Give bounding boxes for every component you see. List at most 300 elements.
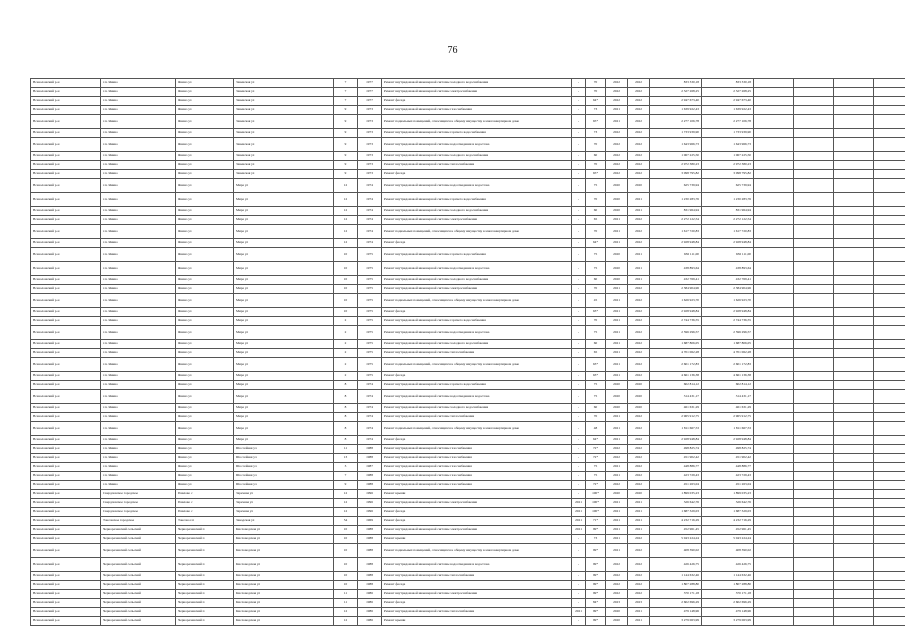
cell-street: Мира ул bbox=[234, 381, 334, 390]
cell-col8: - bbox=[572, 422, 586, 436]
cell-start-year: 2022 bbox=[606, 161, 628, 170]
cell-col9: 75 bbox=[586, 390, 606, 404]
cell-empty bbox=[874, 79, 905, 88]
cell-empty bbox=[834, 207, 874, 216]
cell-work: Ремонт внутридомовой инженерной системы холодного водоснабжения bbox=[382, 79, 572, 88]
cell-house: 12 bbox=[334, 239, 358, 248]
cell-col9: 60 bbox=[586, 207, 606, 216]
cell-cost: 1 617 720,83 bbox=[650, 225, 702, 239]
cell-col8: - bbox=[572, 358, 586, 372]
cell-street: Заневская ул bbox=[234, 106, 334, 115]
cell-empty bbox=[754, 544, 794, 558]
cell-empty bbox=[874, 422, 905, 436]
cell-empty bbox=[874, 499, 905, 508]
cell-start-year: 2022 bbox=[606, 590, 628, 599]
cell-locality: г.п. Янино bbox=[101, 106, 176, 115]
cell-end-year: 2021 bbox=[628, 517, 650, 526]
cell-locality: г.п. Янино bbox=[101, 436, 176, 445]
cell-empty bbox=[754, 558, 794, 572]
cell-year: 1974 bbox=[358, 193, 382, 207]
cell-district: Всеволожский р-н bbox=[31, 499, 101, 508]
cell-empty bbox=[834, 106, 874, 115]
cell-empty bbox=[794, 207, 834, 216]
cell-work: Ремонт внутридомовой инженерной системы холодного водоснабжения bbox=[382, 404, 572, 413]
cell-end-year: 2022 bbox=[628, 590, 650, 599]
cell-year: 1973 bbox=[358, 129, 382, 138]
cell-work: Ремонт внутридомовой инженерной системы электроснабжения bbox=[382, 88, 572, 97]
cell-work: Ремонт фасада bbox=[382, 308, 572, 317]
cell-empty bbox=[874, 248, 905, 262]
cell-locality: Свердловское городское bbox=[101, 490, 176, 499]
cell-end-year: 2022 bbox=[628, 115, 650, 129]
table-row bbox=[31, 535, 905, 544]
cell-end-year: 2022 bbox=[628, 422, 650, 436]
cell-col9: 75 bbox=[586, 326, 606, 340]
cell-street: Заневская ул bbox=[234, 79, 334, 88]
cell-work: Ремонт внутридомовой инженерной системы электроснабжения bbox=[382, 285, 572, 294]
cell-empty bbox=[834, 517, 874, 526]
cell-col9: 75 bbox=[586, 179, 606, 193]
cell-start-year: 2021 bbox=[606, 106, 628, 115]
table-row bbox=[31, 463, 905, 472]
cell-col8: - bbox=[572, 239, 586, 248]
cell-street: Мира ул bbox=[234, 404, 334, 413]
cell-street: Мира ул bbox=[234, 413, 334, 422]
cell-street: Заречная ул bbox=[234, 499, 334, 508]
cell-work: Ремонт внутридомовой инженерной системы водоотведения и водостока bbox=[382, 179, 572, 193]
cell-start-year: 2022 bbox=[606, 558, 628, 572]
cell-work: Ремонт внутридомовой инженерной системы водоотведения и водостока bbox=[382, 390, 572, 404]
cell-empty bbox=[834, 490, 874, 499]
cell-street-prefix: Янино ул bbox=[176, 216, 234, 225]
cell-empty bbox=[794, 581, 834, 590]
cell-empty bbox=[834, 285, 874, 294]
cell-start-year: 2021 bbox=[606, 372, 628, 381]
cell-street-prefix: Янино ул bbox=[176, 349, 234, 358]
cell-cost-total: 1 811 667,53 bbox=[702, 422, 754, 436]
cell-empty bbox=[834, 558, 874, 572]
cell-locality: г.п. Янино bbox=[101, 349, 176, 358]
cell-end-year: 2022 bbox=[628, 88, 650, 97]
cell-street: Мира ул bbox=[234, 422, 334, 436]
cell-district: Всеволожский р-н bbox=[31, 436, 101, 445]
cell-start-year: 2020 bbox=[606, 390, 628, 404]
cell-cost: 4 701 062,28 bbox=[650, 349, 702, 358]
cell-cost: 2 327 268,25 bbox=[650, 88, 702, 97]
cell-empty bbox=[874, 372, 905, 381]
cell-empty bbox=[754, 317, 794, 326]
cell-year: 1974 bbox=[358, 225, 382, 239]
table-row bbox=[31, 239, 905, 248]
table-row bbox=[31, 481, 905, 490]
cell-street: Заводская ул bbox=[234, 517, 334, 526]
cell-empty bbox=[794, 294, 834, 308]
cell-street-prefix: Янино ул bbox=[176, 276, 234, 285]
cell-street-prefix: Янино ул bbox=[176, 436, 234, 445]
cell-street: Кисловодская ул bbox=[234, 590, 334, 599]
cell-end-year: 2022 bbox=[628, 326, 650, 340]
cell-empty bbox=[834, 79, 874, 88]
cell-col8: - bbox=[572, 285, 586, 294]
cell-col9: 99* bbox=[586, 544, 606, 558]
cell-cost: 2 601 172,83 bbox=[650, 358, 702, 372]
cell-street-prefix: Янино ул bbox=[176, 88, 234, 97]
cell-end-year: 2021 bbox=[628, 248, 650, 262]
cell-street: Кисловодская ул bbox=[234, 599, 334, 608]
cell-empty bbox=[794, 276, 834, 285]
cell-cost: 625 739,94 bbox=[650, 179, 702, 193]
cell-district: Всеволожский р-н bbox=[31, 152, 101, 161]
cell-street: Мира ул bbox=[234, 225, 334, 239]
cell-house: 10 bbox=[334, 276, 358, 285]
cell-col9: 99* bbox=[586, 572, 606, 581]
cell-cost-total: 636 111,00 bbox=[702, 248, 754, 262]
cell-cost: 4 232 716,29 bbox=[650, 517, 702, 526]
cell-locality: г.п. Янино bbox=[101, 294, 176, 308]
cell-empty bbox=[794, 422, 834, 436]
cell-house: 10 bbox=[334, 248, 358, 262]
cell-year: 1973 bbox=[358, 170, 382, 179]
table-row bbox=[31, 454, 905, 463]
cell-street-prefix: Янино ул bbox=[176, 472, 234, 481]
cell-col8: - bbox=[572, 170, 586, 179]
cell-empty bbox=[874, 170, 905, 179]
cell-empty bbox=[754, 381, 794, 390]
cell-end-year: 2022 bbox=[628, 308, 650, 317]
cell-district: Всеволожский р-н bbox=[31, 285, 101, 294]
cell-house: 8 bbox=[334, 390, 358, 404]
cell-empty bbox=[754, 152, 794, 161]
cell-year: 1975 bbox=[358, 349, 382, 358]
cell-locality: г.п. Янино bbox=[101, 358, 176, 372]
cell-district: Всеволожский р-н bbox=[31, 248, 101, 262]
cell-start-year: 2023 bbox=[606, 599, 628, 608]
cell-col8: - bbox=[572, 340, 586, 349]
cell-empty bbox=[874, 517, 905, 526]
cell-cost-total: 1 144 632,46 bbox=[702, 572, 754, 581]
cell-empty bbox=[874, 526, 905, 535]
cell-empty bbox=[794, 599, 834, 608]
cell-empty bbox=[834, 294, 874, 308]
cell-cost: 2 384 904,96 bbox=[650, 285, 702, 294]
cell-locality: г.п. Янино bbox=[101, 381, 176, 390]
cell-empty bbox=[794, 193, 834, 207]
cell-start-year: 2021 bbox=[606, 508, 628, 517]
cell-locality: г.п. Янино bbox=[101, 161, 176, 170]
cell-street: Мира ул bbox=[234, 276, 334, 285]
cell-year: 1973 bbox=[358, 152, 382, 161]
cell-work: Ремонт крыши bbox=[382, 490, 572, 499]
cell-col8: 2021 bbox=[572, 517, 586, 526]
cell-street: Заневская ул bbox=[234, 152, 334, 161]
cell-start-year: 2022 bbox=[606, 152, 628, 161]
cell-empty bbox=[834, 445, 874, 454]
cell-house: 2 bbox=[334, 326, 358, 340]
table-row bbox=[31, 572, 905, 581]
cell-empty bbox=[794, 152, 834, 161]
cell-empty bbox=[754, 129, 794, 138]
cell-empty bbox=[874, 317, 905, 326]
cell-year: 1975 bbox=[358, 262, 382, 276]
cell-empty bbox=[874, 207, 905, 216]
cell-empty bbox=[754, 463, 794, 472]
cell-cost-total: 498 825,74 bbox=[702, 445, 754, 454]
cell-start-year: 2021 bbox=[606, 317, 628, 326]
cell-cost: 438 893,64 bbox=[650, 262, 702, 276]
cell-cost-total: 625 739,94 bbox=[702, 179, 754, 193]
cell-start-year: 2021 bbox=[606, 349, 628, 358]
cell-cost-total: 2 272 122,54 bbox=[702, 216, 754, 225]
cell-start-year: 2020 bbox=[606, 404, 628, 413]
cell-year: 1974 bbox=[358, 413, 382, 422]
cell-work: Ремонт крыши bbox=[382, 617, 572, 626]
table-row bbox=[31, 544, 905, 558]
cell-col8: - bbox=[572, 262, 586, 276]
cell-empty bbox=[754, 454, 794, 463]
cell-start-year: 2021 bbox=[606, 422, 628, 436]
cell-start-year: 2021 bbox=[606, 326, 628, 340]
cell-year: 1988 bbox=[358, 581, 382, 590]
cell-district: Всеволожский р-н bbox=[31, 481, 101, 490]
cell-district: Всеволожский р-н bbox=[31, 138, 101, 152]
cell-house: 12 bbox=[334, 608, 358, 617]
cell-empty bbox=[874, 106, 905, 115]
cell-col8: - bbox=[572, 558, 586, 572]
cell-col9: 72* bbox=[586, 454, 606, 463]
cell-street-prefix: Янино ул bbox=[176, 179, 234, 193]
cell-end-year: 2022 bbox=[628, 152, 650, 161]
cell-work: Ремонт фасада bbox=[382, 581, 572, 590]
cell-cost: 423 729,43 bbox=[650, 472, 702, 481]
cell-work: Ремонт внутридомовой инженерной системы электроснабжения bbox=[382, 499, 572, 508]
cell-start-year: 2022 bbox=[606, 88, 628, 97]
cell-year: 1974 bbox=[358, 422, 382, 436]
cell-empty bbox=[754, 349, 794, 358]
cell-locality: г.п. Янино bbox=[101, 340, 176, 349]
cell-cost-total: 2 928 948,84 bbox=[702, 239, 754, 248]
table-row bbox=[31, 404, 905, 413]
cell-year: 1974 bbox=[358, 239, 382, 248]
cell-col9: 70 bbox=[586, 317, 606, 326]
cell-year: 1996 bbox=[358, 490, 382, 499]
cell-end-year: 2021 bbox=[628, 276, 650, 285]
cell-street-prefix: Чернореченский п bbox=[176, 544, 234, 558]
cell-empty bbox=[874, 276, 905, 285]
cell-locality: г.п. Янино bbox=[101, 463, 176, 472]
cell-cost-total: 602 814,12 bbox=[702, 381, 754, 390]
table-row bbox=[31, 340, 905, 349]
cell-cost: 1 733 939,90 bbox=[650, 129, 702, 138]
cell-empty bbox=[754, 590, 794, 599]
cell-district: Всеволожский р-н bbox=[31, 340, 101, 349]
cell-empty bbox=[834, 544, 874, 558]
cell-empty bbox=[874, 590, 905, 599]
cell-start-year: 2021 bbox=[606, 239, 628, 248]
cell-work: Ремонт внутридомовой инженерной системы теплоснабжения bbox=[382, 413, 572, 422]
cell-cost-total: 2 965 912,75 bbox=[702, 413, 754, 422]
cell-street: Кисловодская ул bbox=[234, 535, 334, 544]
cell-empty bbox=[834, 170, 874, 179]
cell-street-prefix: Чернореченский п bbox=[176, 617, 234, 626]
cell-district: Всеволожский р-н bbox=[31, 326, 101, 340]
cell-cost-total: 1 626 923,70 bbox=[702, 294, 754, 308]
cell-year: 1977 bbox=[358, 88, 382, 97]
cell-work: Ремонт внутридомовой инженерной системы холодного водоснабжения bbox=[382, 207, 572, 216]
cell-street-prefix: Янино ул bbox=[176, 404, 234, 413]
cell-end-year: 2022 bbox=[628, 581, 650, 590]
cell-house: 12 bbox=[334, 193, 358, 207]
cell-house: 54 bbox=[334, 517, 358, 526]
cell-empty bbox=[794, 526, 834, 535]
table-row bbox=[31, 179, 905, 193]
cell-empty bbox=[874, 349, 905, 358]
cell-end-year: 2021 bbox=[628, 526, 650, 535]
cell-cost-total: 2 744 736,55 bbox=[702, 317, 754, 326]
cell-work: Ремонт фасада bbox=[382, 517, 572, 526]
table-row bbox=[31, 161, 905, 170]
cell-cost: 479 148,96 bbox=[650, 608, 702, 617]
cell-end-year: 2022 bbox=[628, 161, 650, 170]
cell-locality: Чернореченский сельский bbox=[101, 572, 176, 581]
cell-house: 9 bbox=[334, 129, 358, 138]
cell-empty bbox=[794, 170, 834, 179]
cell-empty bbox=[874, 326, 905, 340]
cell-empty bbox=[874, 445, 905, 454]
cell-start-year: 2022 bbox=[606, 445, 628, 454]
cell-district: Всеволожский р-н bbox=[31, 535, 101, 544]
cell-house: 8 bbox=[334, 381, 358, 390]
cell-empty bbox=[874, 358, 905, 372]
cell-col8: - bbox=[572, 308, 586, 317]
cell-street: Заневская ул bbox=[234, 97, 334, 106]
cell-empty bbox=[874, 381, 905, 390]
cell-end-year: 2022 bbox=[628, 216, 650, 225]
cell-empty bbox=[794, 262, 834, 276]
cell-street: Заречная ул bbox=[234, 508, 334, 517]
cell-empty bbox=[794, 225, 834, 239]
cell-col8: - bbox=[572, 535, 586, 544]
cell-end-year: 2021 bbox=[628, 193, 650, 207]
table-row bbox=[31, 381, 905, 390]
cell-street: Мира ул bbox=[234, 358, 334, 372]
cell-col9: 70 bbox=[586, 79, 606, 88]
cell-house: 12 bbox=[334, 207, 358, 216]
cell-empty bbox=[754, 390, 794, 404]
cell-locality: г.п. Янино bbox=[101, 88, 176, 97]
cell-street: Мира ул bbox=[234, 179, 334, 193]
cell-street: Заневская ул bbox=[234, 88, 334, 97]
cell-empty bbox=[794, 285, 834, 294]
cell-cost: 314 431,17 bbox=[650, 390, 702, 404]
cell-house: 10 bbox=[334, 262, 358, 276]
cell-district: Всеволожский р-н bbox=[31, 390, 101, 404]
cell-locality: Чернореченский сельский bbox=[101, 558, 176, 572]
cell-empty bbox=[794, 106, 834, 115]
cell-col9: 45 bbox=[586, 294, 606, 308]
cell-empty bbox=[794, 326, 834, 340]
cell-year: 1986 bbox=[358, 608, 382, 617]
table-row bbox=[31, 79, 905, 88]
cell-year: 1975 bbox=[358, 340, 382, 349]
cell-empty bbox=[834, 526, 874, 535]
cell-locality: г.п. Янино bbox=[101, 138, 176, 152]
cell-cost: 1 687 806,05 bbox=[650, 340, 702, 349]
cell-district: Всеволожский р-н bbox=[31, 97, 101, 106]
cell-start-year: 2020 bbox=[606, 381, 628, 390]
cell-empty bbox=[874, 294, 905, 308]
cell-district: Всеволожский р-н bbox=[31, 106, 101, 115]
cell-street-prefix: Янино ул bbox=[176, 422, 234, 436]
cell-empty bbox=[834, 590, 874, 599]
cell-col8: - bbox=[572, 179, 586, 193]
cell-empty bbox=[794, 436, 834, 445]
cell-col9: 72* bbox=[586, 445, 606, 454]
cell-street: Кисловодская ул bbox=[234, 544, 334, 558]
cell-house: 9 bbox=[334, 106, 358, 115]
cell-street-prefix: Павлово с bbox=[176, 499, 234, 508]
cell-empty bbox=[754, 106, 794, 115]
cell-house: 2 bbox=[334, 340, 358, 349]
cell-cost: 1 230 283,76 bbox=[650, 193, 702, 207]
table-row bbox=[31, 216, 905, 225]
cell-empty bbox=[834, 115, 874, 129]
cell-col8: 2021 bbox=[572, 499, 586, 508]
cell-col9: 100* bbox=[586, 490, 606, 499]
cell-house: 12 bbox=[334, 508, 358, 517]
cell-cost: 2 928 948,84 bbox=[650, 308, 702, 317]
cell-empty bbox=[794, 115, 834, 129]
cell-street: Кисловодская ул bbox=[234, 572, 334, 581]
cell-empty bbox=[754, 294, 794, 308]
cell-house: 10 bbox=[334, 558, 358, 572]
cell-house: 10 bbox=[334, 308, 358, 317]
cell-locality: г.п. Янино bbox=[101, 326, 176, 340]
cell-street-prefix: Токсово г.п bbox=[176, 517, 234, 526]
cell-cost: 833 330,18 bbox=[650, 79, 702, 88]
cell-year: 1974 bbox=[358, 381, 382, 390]
cell-cost-total: 4 232 716,29 bbox=[702, 517, 754, 526]
cell-cost: 448 886,77 bbox=[650, 463, 702, 472]
cell-house: 2 bbox=[334, 372, 358, 381]
cell-empty bbox=[874, 617, 905, 626]
cell-empty bbox=[794, 381, 834, 390]
cell-empty bbox=[874, 454, 905, 463]
table-row bbox=[31, 170, 905, 179]
cell-house: 3 bbox=[334, 463, 358, 472]
cell-year: 1975 bbox=[358, 276, 382, 285]
cell-district: Всеволожский р-н bbox=[31, 490, 101, 499]
cell-empty bbox=[754, 207, 794, 216]
cell-street: Мира ул bbox=[234, 285, 334, 294]
cell-district: Всеволожский р-н bbox=[31, 517, 101, 526]
cell-empty bbox=[874, 138, 905, 152]
cell-work: Ремонт фасада bbox=[382, 239, 572, 248]
cell-work: Ремонт внутридомовой инженерной системы горячего водоснабжения bbox=[382, 248, 572, 262]
cell-col9: 64* bbox=[586, 436, 606, 445]
cell-col9: 70 bbox=[586, 161, 606, 170]
cell-cost: 461 631,29 bbox=[650, 404, 702, 413]
cell-locality: г.п. Янино bbox=[101, 97, 176, 106]
cell-cost-total: 831 964,94 bbox=[702, 207, 754, 216]
cell-empty bbox=[754, 326, 794, 340]
cell-empty bbox=[794, 88, 834, 97]
cell-street-prefix: Янино ул bbox=[176, 161, 234, 170]
cell-col8: - bbox=[572, 349, 586, 358]
cell-street-prefix: Янино ул bbox=[176, 317, 234, 326]
cell-work: Ремонт внутридомовой инженерной системы теплоснабжения bbox=[382, 608, 572, 617]
cell-work: Ремонт фасада bbox=[382, 170, 572, 179]
cell-house: 7 bbox=[334, 88, 358, 97]
